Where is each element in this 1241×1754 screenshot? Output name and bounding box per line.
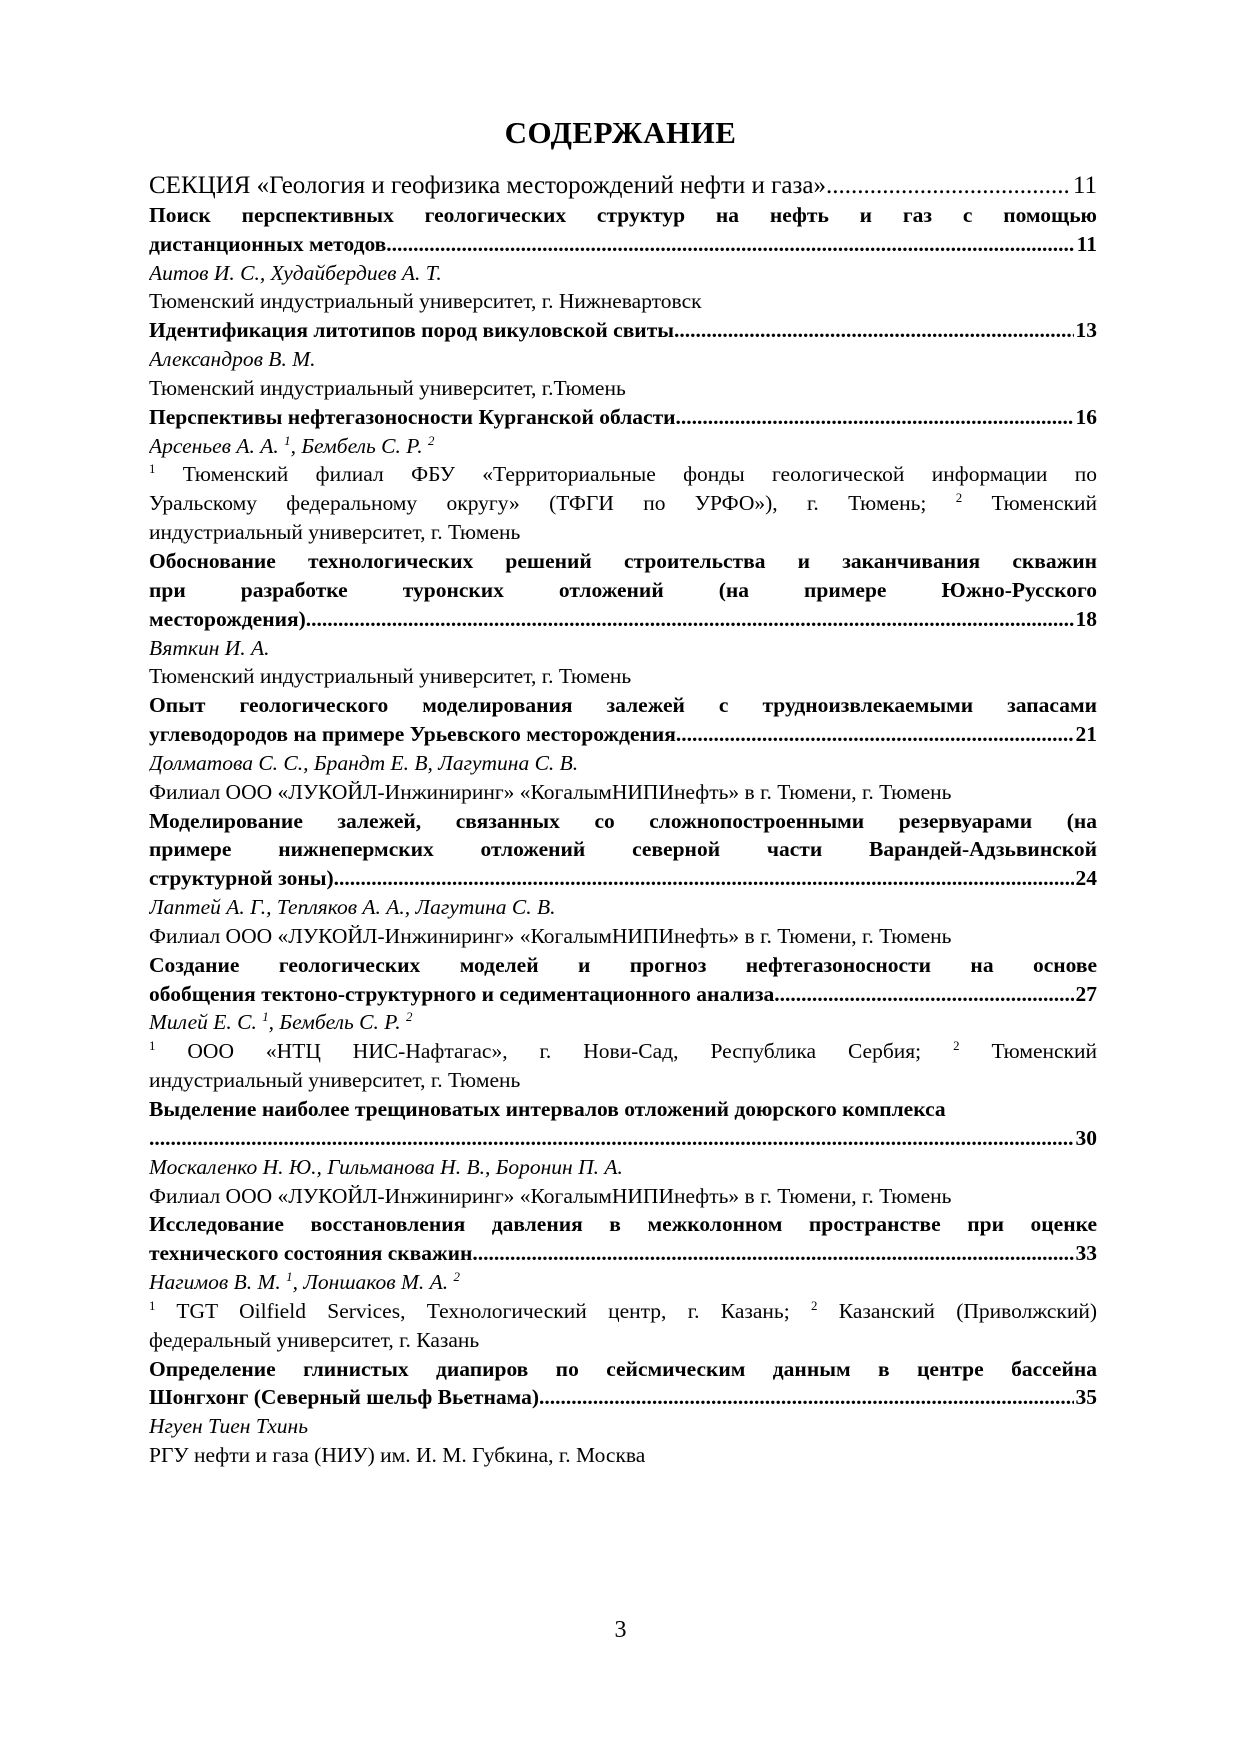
author-footnote-mark: 1 xyxy=(284,433,291,448)
entry-page: 30 xyxy=(1075,1125,1097,1150)
entry-title-line: технического состояния скважин xyxy=(149,1241,473,1266)
entry-title-line: Опыт геологического моделирования залежей с трудноизвлекаемыми запасами xyxy=(149,693,1097,718)
entry-affiliation: Филиал ООО «ЛУКОЙЛ-Инжиниринг» «КогалымНИПИнефть» в г. Тюмени, г. Тюмень xyxy=(149,923,952,948)
toc-title: СОДЕРЖАНИЕ xyxy=(504,115,737,150)
entry-title-line: примере нижнепермских отложений северной части Варандей-Адзьвинской xyxy=(149,837,1097,862)
entry-title-line: Поиск перспективных геологических структур на нефть и газ с помощью xyxy=(149,202,1097,227)
entry-authors xyxy=(149,1008,1097,1037)
section-title: СЕКЦИЯ «Геология и геофизика месторождений нефти и газа» xyxy=(149,172,826,199)
section-page: 11 xyxy=(1072,172,1097,199)
affiliation-text: Тюменский xyxy=(962,491,1097,516)
entry-affiliation xyxy=(149,1297,1097,1326)
entry-affiliation: индустриальный университет, г. Тюмень xyxy=(149,520,521,545)
affiliation-text: TGT Oilfield Services, Технологический центр, г. Казань; xyxy=(155,1298,812,1323)
affiliation-text: Тюменский xyxy=(959,1039,1097,1064)
entry-title-line: структурной зоны) xyxy=(149,866,334,891)
entry-title-line: месторождения) xyxy=(149,606,306,631)
entry-page: 24 xyxy=(1075,866,1097,891)
entry-title-line: дистанционных методов xyxy=(149,231,387,256)
entry-affiliation: РГУ нефти и газа (НИУ) им. И. М. Губкина, г. Москва xyxy=(149,1443,646,1468)
dot-leader xyxy=(539,1383,1074,1412)
entry-page: 35 xyxy=(1075,1385,1097,1410)
entry-title-last-line xyxy=(149,316,1097,345)
entry-title-line: обобщения тектоно-структурного и седиментационного анализа xyxy=(149,981,775,1006)
entry-page: 11 xyxy=(1076,231,1097,256)
entry-title-last-line xyxy=(149,720,1097,749)
dot-leader xyxy=(149,1124,1074,1153)
entry-title-line: Создание геологических моделей и прогноз нефтегазоносности на основе xyxy=(149,952,1097,977)
entry-title-last-line xyxy=(149,1124,1097,1153)
entry-page: 27 xyxy=(1075,981,1097,1006)
entry-page: 13 xyxy=(1075,318,1097,343)
affiliation-text: ООО «НТЦ НИС-Нафтагас», г. Нови-Сад, Республика Сербия; xyxy=(155,1039,954,1064)
entry-authors: Нгуен Тиен Тхинь xyxy=(149,1414,309,1439)
affiliation-footnote-mark: 1 xyxy=(149,1298,156,1313)
entry-title-last-line xyxy=(149,1383,1097,1412)
entry-title-line: Исследование восстановления давления в межколонном пространстве при оценке xyxy=(149,1212,1097,1237)
toc-entry xyxy=(149,316,1097,403)
entry-affiliation: индустриальный университет, г. Тюмень xyxy=(149,1068,521,1093)
entry-affiliation xyxy=(149,460,1097,489)
dot-leader xyxy=(386,230,1074,259)
dot-leader xyxy=(674,316,1073,345)
toc-entry xyxy=(149,201,1097,316)
entry-affiliation: Тюменский индустриальный университет, г. Нижневартовск xyxy=(149,289,702,314)
entry-title-line: Идентификация литотипов пород викуловской свиты xyxy=(149,318,675,343)
author-name: , Лоншаков М. А. xyxy=(292,1270,454,1295)
entry-authors: Аитов И. С., Худайбердиев А. Т. xyxy=(149,260,442,285)
toc-entry xyxy=(149,1355,1097,1470)
entry-affiliation: Филиал ООО «ЛУКОЙЛ-Инжиниринг» «КогалымНИПИнефть» в г. Тюмени, г. Тюмень xyxy=(149,1183,952,1208)
dot-leader xyxy=(334,864,1074,893)
entry-title-last-line xyxy=(149,864,1097,893)
author-footnote-mark: 2 xyxy=(453,1269,460,1284)
affiliation-footnote-mark: 1 xyxy=(149,462,156,477)
entry-title-last-line xyxy=(149,403,1097,432)
author-footnote-mark: 2 xyxy=(406,1010,413,1025)
entry-title-line: углеводородов на примере Урьевского месторождения xyxy=(149,722,676,747)
dot-leader xyxy=(472,1239,1073,1268)
entry-page: 33 xyxy=(1075,1241,1097,1266)
entry-authors: Вяткин И. А. xyxy=(149,635,270,660)
entry-affiliation xyxy=(149,489,1097,518)
dot-leader xyxy=(306,605,1074,634)
author-name: , Бембель С. Р. xyxy=(268,1010,407,1035)
toc-entry xyxy=(149,691,1097,806)
entry-title-line: Выделение наиболее трещиноватых интервалов отложений доюрского комплекса xyxy=(149,1097,946,1121)
dot-leader xyxy=(676,403,1074,432)
entry-authors: Москаленко Н. Ю., Гильманова Н. В., Боронин П. А. xyxy=(149,1154,623,1179)
toc-entry xyxy=(149,403,1097,547)
toc-entry xyxy=(149,547,1097,691)
entry-page: 21 xyxy=(1075,722,1097,747)
page-number: 3 xyxy=(614,1617,627,1643)
affiliation-footnote-mark: 2 xyxy=(811,1298,818,1313)
dot-leader xyxy=(826,172,1071,201)
entry-title-last-line xyxy=(149,1239,1097,1268)
author-name: Милей Е. С. xyxy=(149,1010,263,1035)
dot-leader xyxy=(676,720,1074,749)
entry-title-line: Моделирование залежей, связанных со сложнопостроенными резервуарами (на xyxy=(149,808,1097,833)
entry-authors: Лаптей А. Г., Тепляков А. А., Лагутина С. В. xyxy=(149,895,556,920)
entry-authors xyxy=(149,1268,1097,1297)
affiliation-text: Тюменский филиал ФБУ «Территориальные фонды геологической информации по xyxy=(155,462,1097,487)
toc-entry xyxy=(149,807,1097,951)
affiliation-footnote-mark: 1 xyxy=(149,1039,156,1054)
author-name: , Бембель С. Р. xyxy=(290,433,428,458)
entry-title-last-line xyxy=(149,230,1097,259)
entry-page: 16 xyxy=(1075,404,1097,429)
author-footnote-mark: 1 xyxy=(262,1010,269,1025)
entry-title-line: при разработке туронских отложений (на примере Южно-Русского xyxy=(149,577,1097,602)
entry-page: 18 xyxy=(1075,606,1097,631)
author-footnote-mark: 2 xyxy=(427,433,435,448)
author-name: Нагимов В. М. xyxy=(149,1270,287,1295)
entry-title-line: Перспективы нефтегазоносности Курганской области xyxy=(149,404,676,429)
toc-entry xyxy=(149,1095,1097,1210)
affiliation-footnote-mark: 2 xyxy=(955,491,963,506)
table-of-contents xyxy=(149,172,1097,1470)
entry-title-last-line xyxy=(149,605,1097,634)
entry-title-last-line xyxy=(149,980,1097,1009)
entry-title-line: Шонгхонг (Северный шельф Вьетнама) xyxy=(149,1385,539,1410)
author-footnote-mark: 1 xyxy=(286,1269,293,1284)
author-name: Арсеньев А. А. xyxy=(149,433,285,458)
entry-affiliation: Тюменский индустриальный университет, г.Тюмень xyxy=(149,375,626,400)
entry-affiliation xyxy=(149,1037,1097,1066)
affiliation-footnote-mark: 2 xyxy=(953,1039,960,1054)
toc-entry xyxy=(149,951,1097,1095)
affiliation-text: Казанский (Приволжский) xyxy=(817,1298,1097,1323)
entry-title-line: Определение глинистых диапиров по сейсмическим данным в центре бассейна xyxy=(149,1356,1097,1381)
entry-title-line: Обоснование технологических решений строительства и заканчивания скважин xyxy=(149,548,1097,573)
dot-leader xyxy=(774,980,1073,1009)
entry-authors: Долматова С. С., Брандт Е. В, Лагутина С. В. xyxy=(149,750,579,775)
entry-authors xyxy=(149,432,1097,461)
toc-entry xyxy=(149,1210,1097,1354)
entry-affiliation: федеральный университет, г. Казань xyxy=(149,1327,480,1352)
entry-affiliation: Тюменский индустриальный университет, г. Тюмень xyxy=(149,664,632,689)
entry-authors: Александров В. М. xyxy=(149,347,316,372)
section-heading xyxy=(149,172,1097,201)
entry-affiliation: Филиал ООО «ЛУКОЙЛ-Инжиниринг» «КогалымНИПИнефть» в г. Тюмени, г. Тюмень xyxy=(149,779,952,804)
affiliation-text: Уральскому федеральному округу» (ТФГИ по УРФО»), г. Тюмень; xyxy=(149,491,956,516)
